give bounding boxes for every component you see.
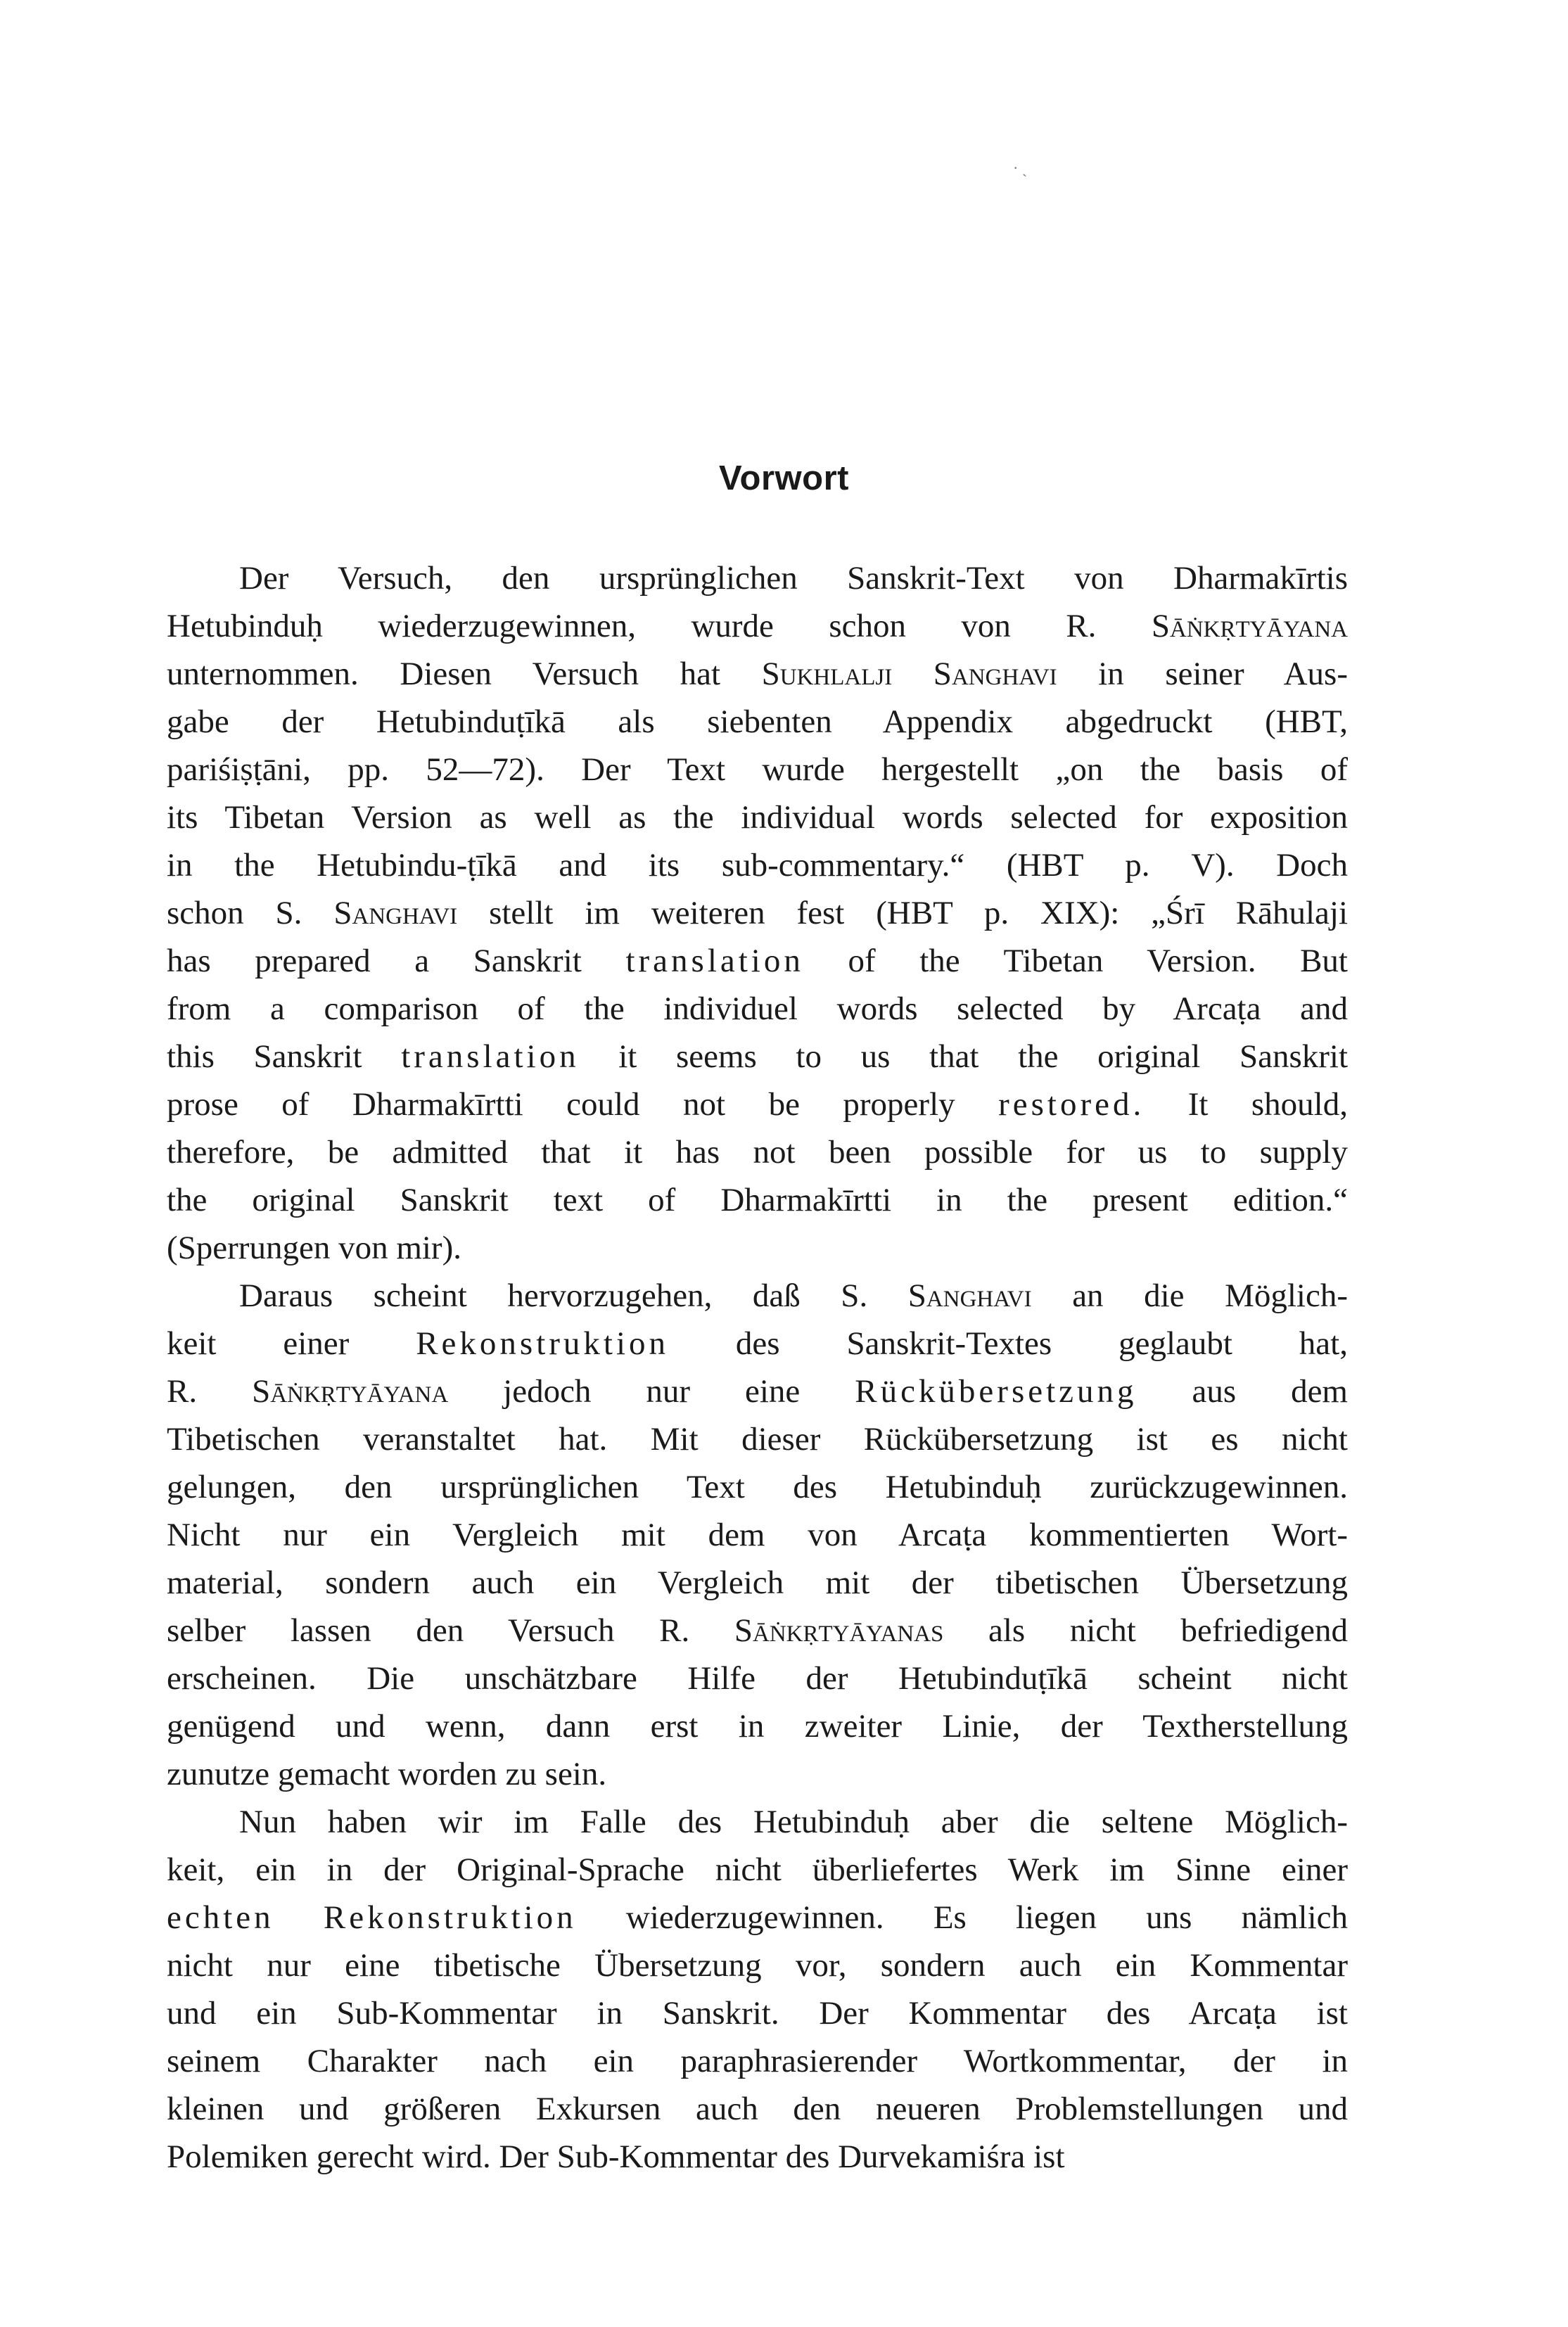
text-line bbox=[167, 1176, 1348, 1224]
text-run: Hetubinduḥ wiederzugewinnen, wurde schon von R. bbox=[167, 608, 1152, 644]
text-run: It should, bbox=[1145, 1086, 1348, 1123]
text-line bbox=[167, 698, 1348, 746]
text-run: from a comparison of the individuel words selected by Arcaṭa and bbox=[167, 990, 1348, 1027]
text-line bbox=[167, 937, 1348, 985]
text-line bbox=[167, 746, 1348, 793]
text-line bbox=[167, 1511, 1348, 1559]
text-run: pariśiṣṭāni, pp. 52—72). Der Text wurde hergestellt „on the basis of bbox=[167, 751, 1348, 788]
text-line bbox=[167, 1320, 1348, 1367]
text-run: gabe der Hetubinduṭīkā als siebenten Appendix abgedruckt (HBT, bbox=[167, 703, 1348, 740]
text-line bbox=[167, 1224, 1348, 1272]
text-line bbox=[167, 1272, 1348, 1320]
author-name: Sukhlalji Sanghavi bbox=[761, 656, 1057, 692]
text-line bbox=[167, 554, 1348, 602]
text-run: the original Sanskrit text of Dharmakīrtti in the present edition.“ bbox=[167, 1182, 1348, 1218]
text-line bbox=[167, 1846, 1348, 1894]
text-line bbox=[167, 793, 1348, 841]
text-run: selber lassen den Versuch R. bbox=[167, 1612, 734, 1649]
text-line bbox=[167, 1080, 1348, 1128]
emphasized-text: restored. bbox=[998, 1086, 1145, 1123]
author-name: Sanghavi bbox=[907, 1277, 1032, 1314]
text-run: jedoch nur eine bbox=[448, 1373, 855, 1410]
text-run: R. bbox=[167, 1373, 253, 1410]
text-run: Tibetischen veranstaltet hat. Mit dieser Rückübersetzung ist es nicht bbox=[167, 1421, 1348, 1458]
text-line bbox=[167, 1750, 1348, 1798]
print-speck: · ˏ bbox=[1013, 159, 1028, 177]
text-run: of the Tibetan Version. But bbox=[803, 943, 1348, 979]
paragraph bbox=[167, 554, 1348, 1272]
text-run: Polemiken gerecht wird. Der Sub-Kommentar des Durvekamiśra ist bbox=[167, 2138, 1065, 2175]
text-line bbox=[167, 889, 1348, 937]
text-line bbox=[167, 1702, 1348, 1750]
text-line bbox=[167, 1942, 1348, 1989]
text-run: unternommen. Diesen Versuch hat bbox=[167, 656, 762, 692]
text-line bbox=[167, 1989, 1348, 2037]
text-run: Daraus scheint hervorzugehen, daß S. bbox=[239, 1277, 908, 1314]
text-run: nicht nur eine tibetische Übersetzung vor, sondern auch ein Kommentar bbox=[167, 1947, 1348, 1984]
text-run: gelungen, den ursprünglichen Text des Hetubinduḥ zurückzugewinnen. bbox=[167, 1469, 1348, 1505]
text-run: seinem Charakter nach ein paraphrasierender Wortkommentar, der in bbox=[167, 2043, 1348, 2079]
text-run: erscheinen. Die unschätzbare Hilfe der Hetubinduṭīkā scheint nicht bbox=[167, 1660, 1348, 1697]
text-line bbox=[167, 1415, 1348, 1463]
emphasized-text: Rückübersetzung bbox=[855, 1373, 1137, 1410]
text-run: genügend und wenn, dann erst in zweiter Linie, der Textherstellung bbox=[167, 1708, 1348, 1745]
text-line bbox=[167, 841, 1348, 889]
text-run: in the Hetubindu-ṭīkā and its sub-commentary.“ (HBT p. V). Doch bbox=[167, 847, 1348, 884]
text-run: als nicht befriedigend bbox=[943, 1612, 1348, 1649]
text-line bbox=[167, 1367, 1348, 1415]
text-run: this Sanskrit bbox=[167, 1038, 402, 1075]
text-run: Nicht nur ein Vergleich mit dem von Arcaṭa kommentierten Wort- bbox=[167, 1517, 1348, 1553]
text-line bbox=[167, 1463, 1348, 1511]
author-name: Sāṅkṛtyāyanas bbox=[734, 1612, 944, 1649]
text-run: it seems to us that the original Sanskrit bbox=[579, 1038, 1349, 1075]
text-run: keit, ein in der Original-Sprache nicht überliefertes Werk im Sinne einer bbox=[167, 1851, 1348, 1888]
text-run: Der Versuch, den ursprünglichen Sanskrit-Text von Dharmakīrtis bbox=[239, 560, 1348, 597]
body-text bbox=[167, 554, 1348, 2181]
text-run: its Tibetan Version as well as the individual words selected for exposition bbox=[167, 799, 1348, 836]
text-line bbox=[167, 602, 1348, 650]
text-line bbox=[167, 1128, 1348, 1176]
text-run: (Sperrungen von mir). bbox=[167, 1230, 461, 1266]
text-run: Nun haben wir im Falle des Hetubinduḥ aber die seltene Möglich- bbox=[239, 1804, 1348, 1840]
emphasized-text: translation bbox=[401, 1038, 580, 1075]
text-line bbox=[167, 1655, 1348, 1702]
text-run: has prepared a Sanskrit bbox=[167, 943, 626, 979]
text-run bbox=[274, 1899, 324, 1936]
emphasized-text: Rekonstruktion bbox=[416, 1325, 670, 1362]
text-run: des Sanskrit-Textes geglaubt hat, bbox=[669, 1325, 1348, 1362]
text-run: prose of Dharmakīrtti could not be properly bbox=[167, 1086, 999, 1123]
text-run: an die Möglich- bbox=[1031, 1277, 1349, 1314]
text-run: und ein Sub-Kommentar in Sanskrit. Der Kommentar des Arcaṭa ist bbox=[167, 1995, 1348, 2032]
text-line bbox=[167, 1894, 1348, 1942]
text-line bbox=[167, 2085, 1348, 2133]
text-line bbox=[167, 1033, 1348, 1080]
text-line bbox=[167, 985, 1348, 1033]
text-run: therefore, be admitted that it has not been possible for us to supply bbox=[167, 1134, 1348, 1171]
emphasized-text: translation bbox=[625, 943, 804, 979]
page-title: Vorwort bbox=[719, 459, 849, 497]
text-line bbox=[167, 1798, 1348, 1846]
emphasized-text: echten bbox=[167, 1899, 274, 1936]
text-run: in seiner Aus- bbox=[1057, 656, 1348, 692]
text-run: aus dem bbox=[1137, 1373, 1348, 1410]
author-name: Sanghavi bbox=[333, 895, 458, 931]
text-run: stellt im weiteren fest (HBT p. XIX): „Śrī Rāhulaji bbox=[457, 895, 1349, 931]
text-run: kleinen und größeren Exkursen auch den neueren Problemstellungen und bbox=[167, 2091, 1348, 2127]
text-run: wiederzugewinnen. Es liegen uns nämlich bbox=[576, 1899, 1348, 1936]
text-run: material, sondern auch ein Vergleich mit der tibetischen Übersetzung bbox=[167, 1564, 1348, 1601]
emphasized-text: Rekonstruktion bbox=[323, 1899, 577, 1936]
text-line bbox=[167, 2037, 1348, 2085]
text-line bbox=[167, 1607, 1348, 1655]
text-run: schon S. bbox=[167, 895, 334, 931]
text-line bbox=[167, 2133, 1348, 2181]
text-line bbox=[167, 650, 1348, 698]
text-run: zunutze gemacht worden zu sein. bbox=[167, 1756, 607, 1792]
paragraph bbox=[167, 1272, 1348, 1798]
text-line bbox=[167, 1559, 1348, 1607]
author-name: Sāṅkṛtyāyana bbox=[1151, 608, 1348, 644]
author-name: Sāṅkṛtyāyana bbox=[252, 1373, 449, 1410]
paragraph bbox=[167, 1798, 1348, 2181]
text-run: keit einer bbox=[167, 1325, 416, 1362]
